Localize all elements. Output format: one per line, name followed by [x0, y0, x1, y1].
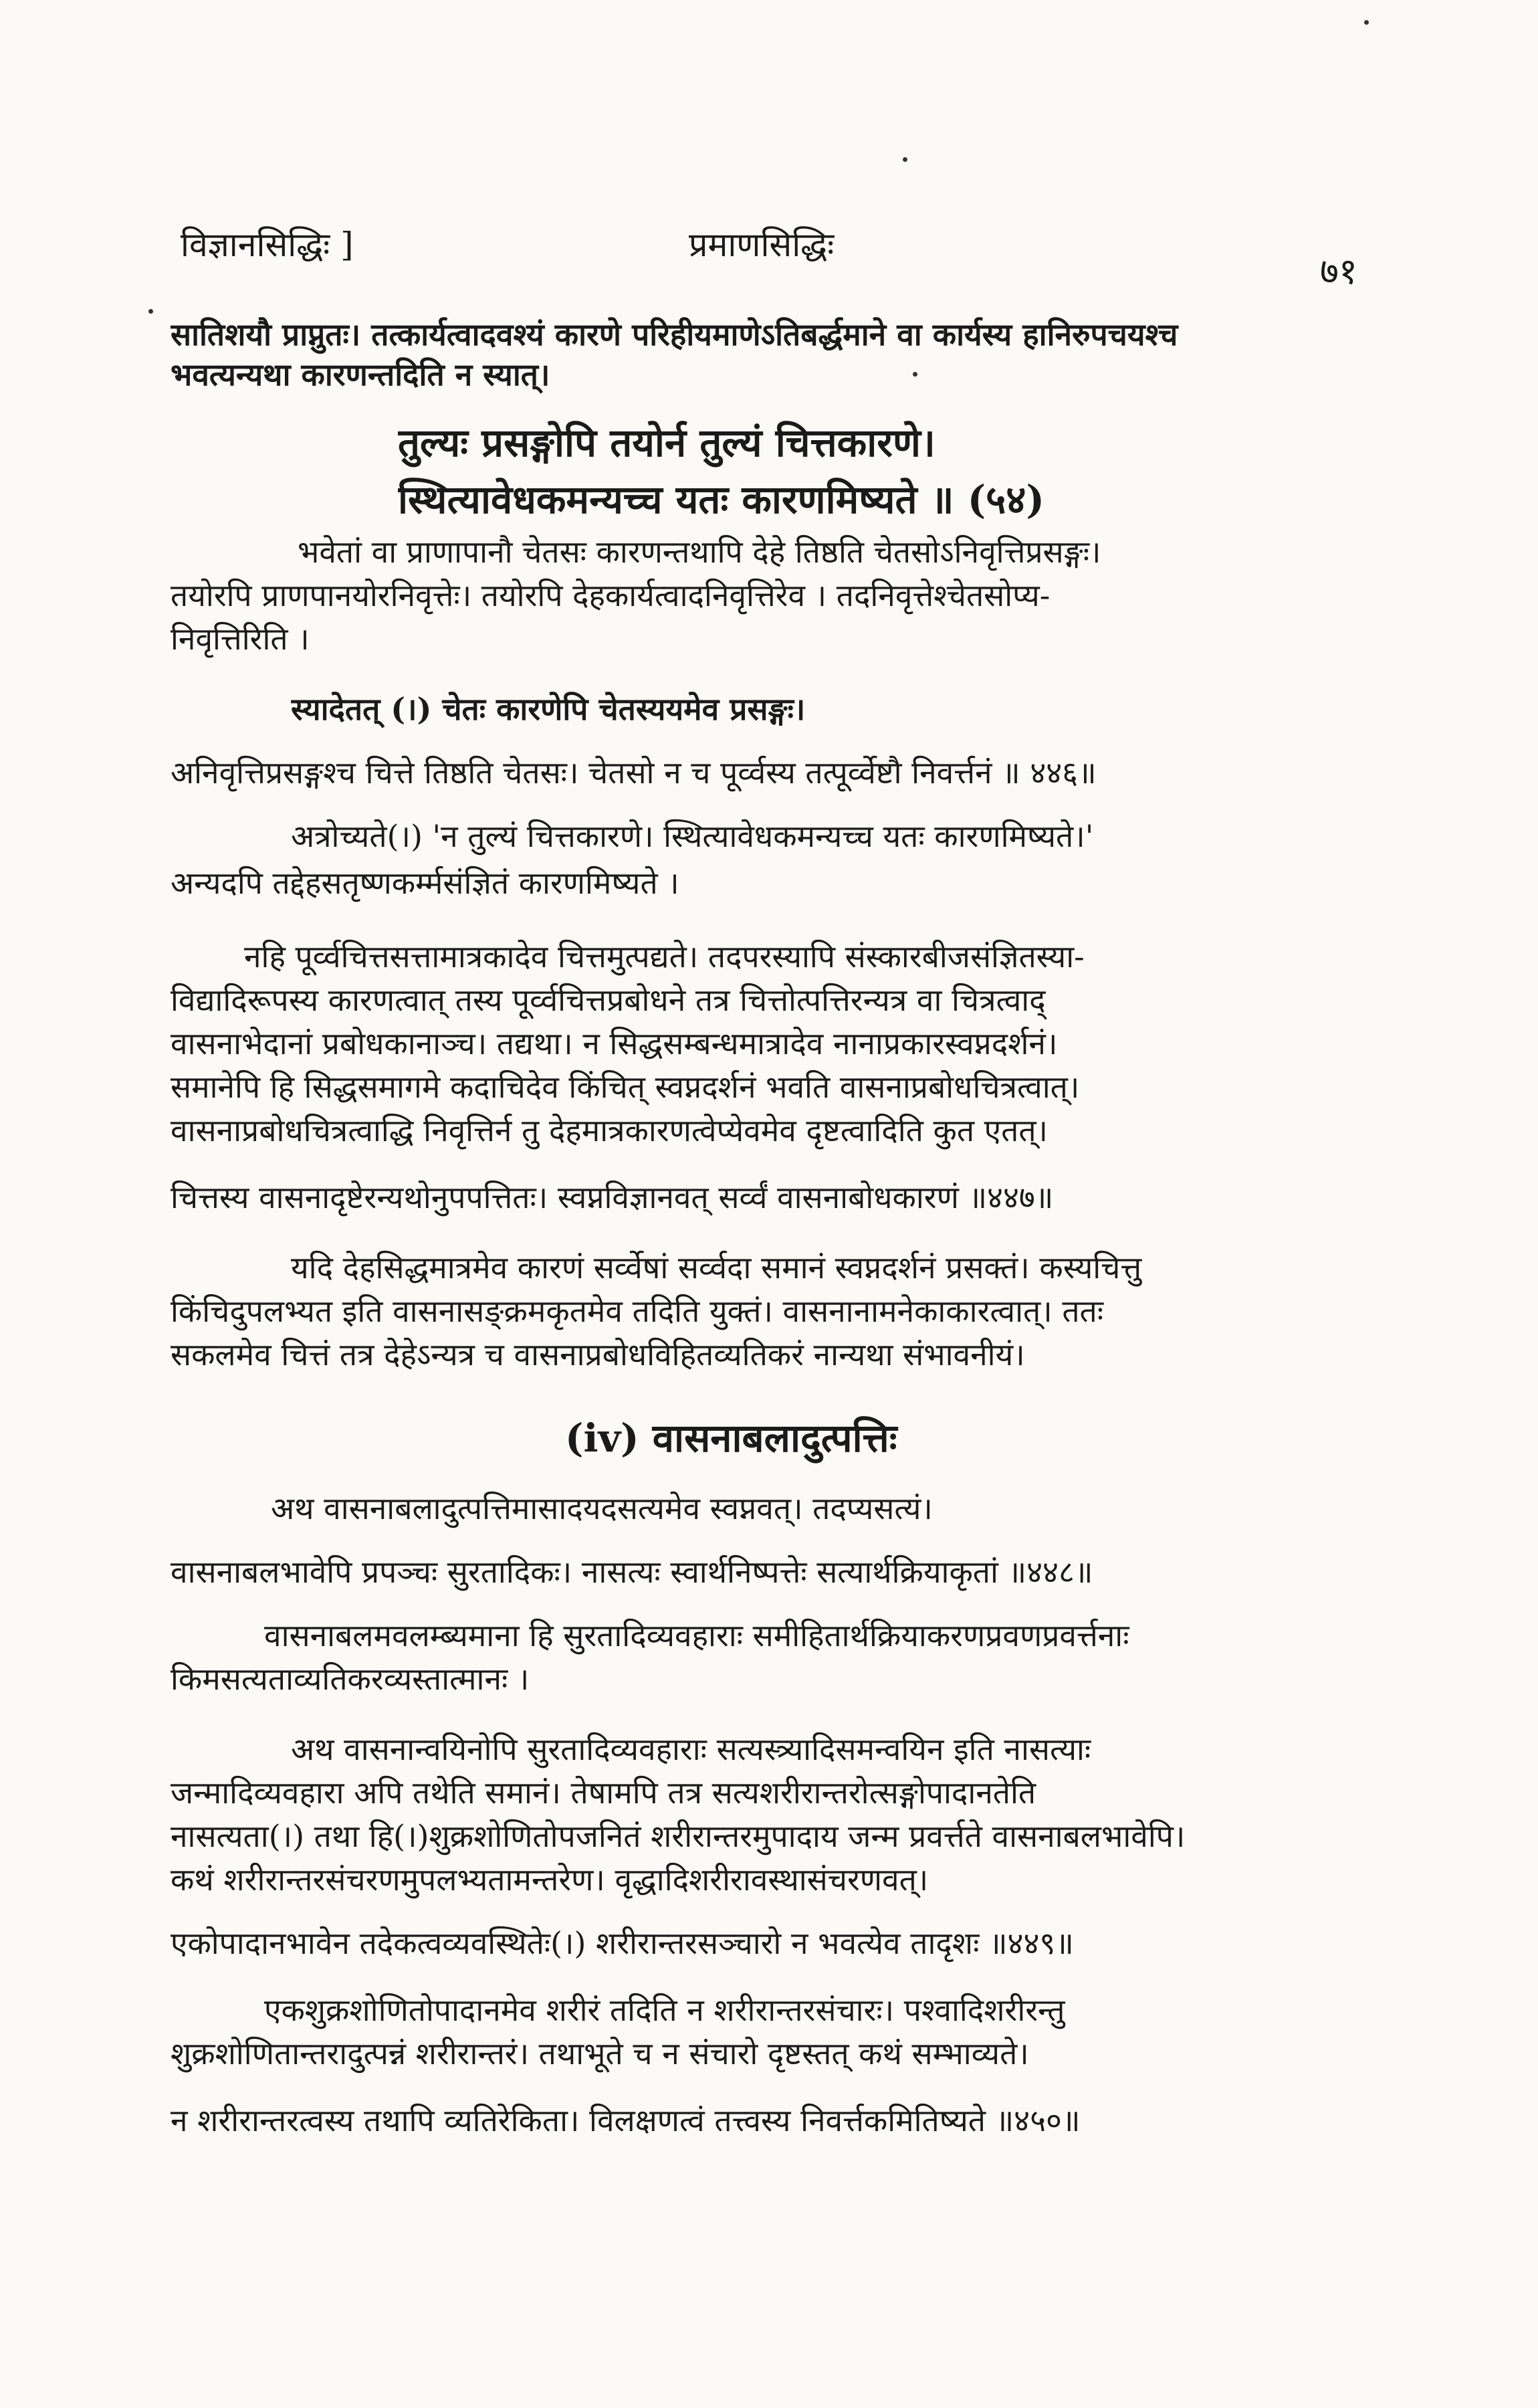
objection-line: स्यादेतत् (।) चेतः कारणेपि चेतस्ययमेव प्रसङ्गः। [291, 691, 806, 727]
scan-speck [148, 309, 153, 314]
scan-speck [1364, 20, 1369, 25]
prose-line: विद्यादिरूपस्य कारणत्वात् तस्य पूर्व्वचित्तप्रबोधने तत्र चित्तोत्पत्तिरन्यत्र वा चित्रत्वाद् [171, 982, 1046, 1018]
header-book-title: प्रमाणसिद्धिः [689, 225, 835, 264]
prose-line: नहि पूर्व्वचित्तसत्तामात्रकादेव चित्तमुत्पद्यते। तदपरस्यापि संस्कारबीजसंज्ञितस्या- [244, 938, 1085, 975]
prose-line: समानेपि हि सिद्धसमागमे कदाचिदेव किंचित् स्वप्नदर्शनं भवति वासनाप्रबोधचित्रत्वात्। [171, 1069, 1080, 1105]
prose-line: यदि देहसिद्धमात्रमेव कारणं सर्व्वेषां सर्व्वदा समानं स्वप्नदर्शनं प्रसक्तं। कस्यचित्तु [291, 1249, 1142, 1286]
karika-line: चित्तस्य वासनादृष्टेरन्यथोनुपपत्तितः। स्वप्नविज्ञानवत् सर्व्वं वासनाबोधकारणं ॥४४७॥ [171, 1179, 1054, 1215]
karika-line: न शरीरान्तरत्वस्य तथापि व्यतिरेकिता। विलक्षणत्वं तत्त्वस्य निवर्त्तकमितिष्यते ॥४५०॥ [171, 2102, 1081, 2138]
prose-line: तयोरपि प्राणपानयोरनिवृत्तेः। तयोरपि देहकार्यत्वादनिवृत्तिरेव । तदनिवृत्तेश्चेतसोप्य- [171, 577, 1051, 613]
prose-line: शुक्रशोणितान्तरादुत्पन्नं शरीरान्तरं। तथाभूते च न संचारो दृष्टस्तत् कथं सम्भाव्यते। [171, 2035, 1029, 2072]
prose-line: अथ वासनाबलादुत्पत्तिमासादयदसत्यमेव स्वप्नवत्। तदप्यसत्यं। [271, 1490, 933, 1526]
prose-line: निवृत्तिरिति । [171, 621, 310, 657]
prose-line: वासनाबलमवलम्ब्यमाना हि सुरतादिव्यवहाराः समीहितार्थक्रियाकरणप्रवणप्रवर्त्तनाः [264, 1617, 1129, 1653]
prose-line: एकशुक्रशोणितोपादानमेव शरीरं तदिति न शरीरान्तरसंचारः। पश्वादिशरीरन्तु [264, 1992, 1065, 2028]
verse-line: तुल्यः प्रसङ्गोपि तयोर्न तुल्यं चित्तकारणे। [398, 420, 936, 466]
prose-line: अन्यदपि तद्देहसतृष्णकर्म्मसंज्ञितं कारणमिष्यते । [171, 865, 679, 901]
prose-line: सातिशयौ प्राप्नुतः। तत्कार्यत्वादवश्यं कारणे परिहीयमाणेऽतिबर्द्धमाने वा कार्यस्य हानिरुपचयश्च [171, 316, 1178, 353]
prose-line: भवेतां वा प्राणापानौ चेतसः कारणन्तथापि देहे तिष्ठति चेतसोऽनिवृत्तिप्रसङ्गः। [298, 534, 1101, 570]
prose-line: जन्मादिव्यवहारा अपि तथेति समानं। तेषामपि तत्र सत्यशरीरान्तरोत्सङ्गोपादानतेति [171, 1775, 1036, 1811]
prose-line: सकलमेव चित्तं तत्र देहेऽन्यत्र च वासनाप्रबोधविहितव्यतिकरं नान्यथा संभावनीयं। [171, 1336, 1025, 1373]
page-body [171, 0, 1327, 2408]
karika-line: एकोपादानभावेन तदेकत्वव्यवस्थितेः(।) शरीरान्तरसञ्चारो न भवत्येव तादृशः ॥४४९॥ [171, 1925, 1074, 1961]
karika-line: वासनाबलभावेपि प्रपञ्चः सुरतादिकः। नासत्यः स्वार्थनिष्पत्तेः सत्यार्थक्रियाकृतां ॥४४८॥ [171, 1554, 1093, 1590]
karika-line: अनिवृत्तिप्रसङ्गश्च चित्ते तिष्ठति चेतसः। चेतसो न च पूर्व्वस्य तत्पूर्व्वेष्टौ निवर्त्तनं ॥ ४४६॥ [171, 755, 1097, 791]
section-heading: (iv) वासनाबलादुत्पत्तिः [565, 1415, 897, 1461]
prose-line: अथ वासनान्वयिनोपि सुरतादिव्यवहाराः सत्यस्त्र्यादिसमन्वयिन इति नासत्याः [291, 1731, 1091, 1767]
prose-line: नासत्यता(।) तथा हि(।)शुक्रशोणितोपजनितं शरीरान्तरमुपादाय जन्म प्रवर्त्तते वासनाबलभावेपि। [171, 1818, 1186, 1854]
prose-line: अत्रोच्यते(।) 'न तुल्यं चित्तकारणे। स्थित्यावेधकमन्यच्च यतः कारणमिष्यते।' [291, 818, 1094, 854]
page-number: ७१ [1319, 250, 1357, 292]
verse-line: स्थित्यावेधकमन्यच्च यतः कारणमिष्यते ॥ (५४) [398, 477, 1045, 522]
prose-line: भवत्यन्यथा कारणन्तदिति न स्यात्। [171, 357, 550, 393]
prose-line: कथं शरीरान्तरसंचरणमुपलभ्यतामन्तरेण। वृद्धादिशरीरावस्थासंचरणवत्। [171, 1862, 929, 1898]
header-section-title: विज्ञानसिद्धिः ] [181, 225, 354, 264]
prose-line: वासनाभेदानां प्रबोधकानाञ्च। तद्यथा। न सिद्धसम्बन्धमात्रादेव नानाप्रकारस्वप्नदर्शनं। [171, 1025, 1058, 1062]
prose-line: किमसत्यताव्यतिकरव्यस्तात्मानः । [171, 1661, 530, 1697]
prose-line: वासनाप्रबोधचित्रत्वाद्धि निवृत्तिर्न तु देहमात्रकारणत्वेप्येवमेव दृष्टत्वादिति कुत एतत्। [171, 1112, 1048, 1148]
prose-line: किंचिदुपलभ्यत इति वासनासङ्क्रमकृतमेव तदिति युक्तं। वासनानामनेकाकारत्वात्। ततः [171, 1293, 1104, 1329]
